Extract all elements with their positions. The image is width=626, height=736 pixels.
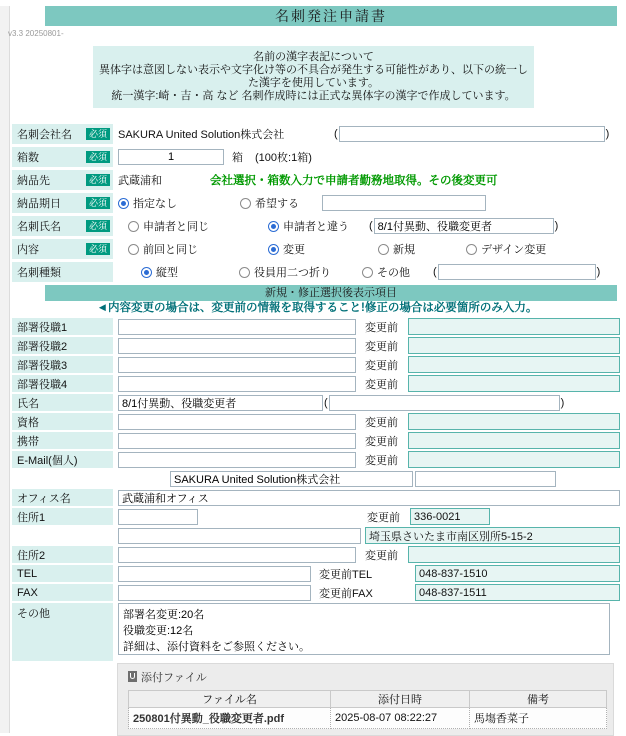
kanji-notice-line1: 名前の漢字表記について (253, 51, 374, 63)
required-badge: 必須 (86, 128, 110, 140)
tel-input[interactable] (118, 566, 311, 582)
field-label-text: その他 (17, 608, 50, 620)
field-label-text: オフィス名 (17, 492, 71, 505)
paren-close: ) (596, 266, 601, 278)
prev-label: 変更前 (367, 511, 400, 524)
paren-close: ) (560, 396, 565, 409)
other-textarea[interactable] (118, 603, 610, 655)
field-label-text: 携帯 (17, 435, 39, 448)
row-dept3 (12, 356, 622, 373)
paren-open: ( (324, 396, 328, 409)
row-content-type (12, 239, 622, 259)
field-label-text: 名刺氏名 (17, 221, 61, 233)
field-label-text: E-Mail(個人) (17, 454, 78, 467)
dept1-label (12, 318, 113, 335)
field-label-text: TEL (17, 567, 38, 580)
delivery-place-label (12, 170, 113, 190)
row-card-kind (12, 262, 622, 282)
row-tel (12, 565, 622, 582)
radio-icon (128, 221, 139, 232)
kanji-notice-line2: 異体字は意図しない表示や文字化け等の不具合が発生する可能性があり、以下の統一した漢字を使用しています。 (99, 64, 528, 89)
prev-tel-label: 変更前TEL (319, 568, 373, 581)
radio-selected-icon (268, 244, 279, 255)
email-input[interactable] (118, 452, 356, 468)
kanji-notice-box (93, 46, 534, 108)
paren-open: ( (433, 266, 437, 278)
dept4-prev-value (408, 375, 620, 392)
prev-label: 変更前 (365, 435, 398, 448)
field-label-text: 部署役職4 (17, 378, 68, 391)
qualification-label (12, 413, 113, 430)
change-notice: ◄内容変更の場合は、変更前の情報を取得すること!修正の場合は必要箇所のみ入力。 (96, 302, 538, 314)
paren-close: ) (554, 220, 559, 232)
col-note: 備考 (470, 691, 607, 708)
dept3-label (12, 356, 113, 373)
radio-label: 指定なし (133, 198, 177, 210)
box-count-input[interactable] (118, 149, 224, 165)
dept2-label (12, 337, 113, 354)
radio-icon (239, 267, 250, 278)
prev-label: 変更前 (365, 549, 398, 562)
field-label-text: 部署役職1 (17, 321, 68, 334)
address1-zip-input[interactable] (118, 509, 198, 525)
field-label-text: 内容 (17, 244, 39, 256)
dept2-input[interactable] (118, 338, 356, 354)
box-count-label (12, 147, 113, 167)
row-fullname (12, 394, 622, 411)
field-label-text: 納品期日 (17, 198, 61, 210)
row-card-person-name (12, 216, 622, 236)
radio-new[interactable] (378, 241, 466, 257)
address2-label (12, 546, 113, 563)
radio-folded-for-executives[interactable] (239, 264, 362, 280)
field-label-text: 氏名 (17, 397, 39, 410)
kanji-notice-line3: 統一漢字:崎・吉・高 など 名刺作成時には正式な異体字の漢字で作成しています。 (111, 90, 516, 102)
attachment-icon (128, 671, 137, 682)
attachment-datetime: 2025-08-07 08:22:27 (331, 708, 470, 729)
row-office-name (12, 489, 622, 506)
paren-close: ) (605, 128, 610, 140)
radio-label: 変更 (283, 244, 305, 256)
delivery-note: 会社選択・箱数入力で申請者勤務地取得。その後変更可 (210, 175, 498, 187)
prev-label: 変更前 (365, 321, 398, 334)
row-delivery-date (12, 193, 622, 213)
col-datetime: 添付日時 (331, 691, 470, 708)
tel-label (12, 565, 113, 582)
dept4-label (12, 375, 113, 392)
row-other (12, 603, 622, 661)
version-text: v3.3 20250801- (8, 29, 64, 38)
box-unit: 箱 (232, 152, 243, 164)
attachment-title (128, 670, 605, 683)
office-company-input[interactable] (170, 471, 413, 487)
radio-design-change[interactable] (466, 241, 546, 257)
row-address1-street (12, 527, 622, 544)
attachment-table (128, 690, 607, 729)
required-badge: 必須 (86, 197, 110, 209)
box-hint: (100枚:1箱) (255, 152, 312, 164)
radio-label: デザイン変更 (481, 244, 547, 256)
office-name-input[interactable] (118, 490, 620, 506)
dept1-prev-value (408, 318, 620, 335)
field-label-text: 住所2 (17, 549, 46, 562)
field-label-text: 住所1 (17, 511, 46, 524)
prev-fax-label: 変更前FAX (319, 587, 373, 600)
attachment-filename[interactable]: 250801付異動_役職変更者.pdf (129, 708, 331, 729)
field-label-text: 資格 (17, 416, 39, 429)
required-badge: 必須 (86, 243, 110, 255)
card-company-value: SAKURA United Solution株式会社 (118, 129, 285, 141)
address2-input[interactable] (118, 547, 356, 563)
card-company-extra-input[interactable] (339, 126, 605, 142)
prev-label: 変更前 (365, 359, 398, 372)
section-bar: 新規・修正選択後表示項目 (45, 285, 617, 301)
field-label-text: 部署役職2 (17, 340, 68, 353)
field-label-text: 箱数 (17, 152, 39, 164)
card-person-name-input[interactable] (374, 218, 554, 234)
card-person-label (12, 216, 113, 236)
field-label-text: 納品先 (17, 175, 50, 187)
form-body (12, 124, 622, 736)
col-filename: ファイル名 (129, 691, 331, 708)
card-kind-other-input[interactable] (438, 264, 596, 280)
radio-label: 縦型 (156, 267, 178, 279)
delivery-place-value: 武蔵浦和 (118, 175, 162, 187)
address1-label (12, 508, 113, 525)
address1-street-input[interactable] (118, 528, 361, 544)
delivery-date-label (12, 193, 113, 213)
fullname-input[interactable] (118, 395, 323, 411)
address1-prev-street: 埼玉県さいたま市南区別所5-15-2 (365, 527, 620, 544)
row-card-company (12, 124, 622, 144)
tel-prev-value: 048-837-1510 (415, 565, 620, 582)
other-label (12, 603, 113, 661)
prev-label: 変更前 (365, 454, 398, 467)
row-mobile (12, 432, 622, 449)
email-prev-value (408, 451, 620, 468)
radio-label: 希望する (255, 198, 299, 210)
dept3-prev-value (408, 356, 620, 373)
qualification-prev-value (408, 413, 620, 430)
order-form-page (8, 6, 622, 736)
field-label-text: 名刺会社名 (17, 129, 72, 141)
fax-prev-value: 048-837-1511 (415, 584, 620, 601)
attachment-title-text: 添付ファイル (141, 671, 207, 684)
radio-change[interactable] (268, 241, 378, 257)
radio-label: 新規 (393, 244, 415, 256)
radio-icon (128, 244, 139, 255)
radio-label: 申請者と同じ (143, 221, 209, 233)
radio-icon (466, 244, 477, 255)
paren-open: ( (369, 220, 373, 232)
row-address2 (12, 546, 622, 563)
required-badge: 必須 (86, 220, 110, 232)
row-office-company (12, 470, 622, 487)
attachment-header-row (129, 691, 607, 708)
field-label-text: FAX (17, 586, 38, 599)
row-dept1 (12, 318, 622, 335)
required-badge: 必須 (86, 174, 110, 186)
qualification-input[interactable] (118, 414, 356, 430)
radio-due-none[interactable] (118, 195, 240, 211)
radio-icon (378, 244, 389, 255)
content-type-label (12, 239, 113, 259)
paren-open: ( (334, 128, 338, 140)
mobile-label (12, 432, 113, 449)
attachment-row (129, 708, 607, 729)
dept1-input[interactable] (118, 319, 356, 335)
radio-label: その他 (377, 267, 410, 279)
row-address1 (12, 508, 622, 525)
left-gutter (0, 6, 10, 733)
dept4-input[interactable] (118, 376, 356, 392)
card-kind-label (12, 262, 113, 282)
row-fax (12, 584, 622, 601)
prev-label: 変更前 (365, 416, 398, 429)
office-company-extra-input[interactable] (415, 471, 556, 487)
field-label-text: 名刺種類 (17, 267, 61, 279)
radio-same-as-applicant[interactable] (128, 218, 268, 234)
dept3-input[interactable] (118, 357, 356, 373)
field-label-text: 部署役職3 (17, 359, 68, 372)
row-delivery-place (12, 170, 622, 190)
fullname-kana-input[interactable] (329, 395, 560, 411)
office-name-label (12, 489, 113, 506)
card-company-label (12, 124, 113, 144)
row-email (12, 451, 622, 468)
radio-vertical[interactable] (141, 264, 239, 280)
row-box-count (12, 147, 622, 167)
fullname-label (12, 394, 113, 411)
required-badge: 必須 (86, 151, 110, 163)
radio-due-request[interactable] (240, 195, 318, 211)
prev-label: 変更前 (365, 378, 398, 391)
page-title: 名刺発注申請書 (45, 6, 617, 26)
radio-other-type[interactable] (362, 264, 432, 280)
fax-input[interactable] (118, 585, 311, 601)
radio-label: 役員用二つ折り (254, 267, 331, 279)
radio-same-as-last[interactable] (128, 241, 268, 257)
dept2-prev-value (408, 337, 620, 354)
address2-prev-value (408, 546, 620, 563)
radio-label: 申請者と違う (283, 221, 349, 233)
radio-selected-icon (141, 267, 152, 278)
radio-icon (240, 198, 251, 209)
row-dept4 (12, 375, 622, 392)
radio-selected-icon (268, 221, 279, 232)
prev-label: 変更前 (365, 340, 398, 353)
row-qualification (12, 413, 622, 430)
mobile-input[interactable] (118, 433, 356, 449)
radio-different-from-applicant[interactable] (268, 218, 368, 234)
radio-icon (362, 267, 373, 278)
attachment-section (117, 663, 614, 736)
row-dept2 (12, 337, 622, 354)
fax-label (12, 584, 113, 601)
radio-selected-icon (118, 198, 129, 209)
delivery-date-input[interactable] (322, 195, 486, 211)
mobile-prev-value (408, 432, 620, 449)
address1-prev-zip: 336-0021 (410, 508, 490, 525)
email-label (12, 451, 113, 468)
radio-label: 前回と同じ (143, 244, 198, 256)
attachment-note: 馬塲香菜子 (470, 708, 607, 729)
